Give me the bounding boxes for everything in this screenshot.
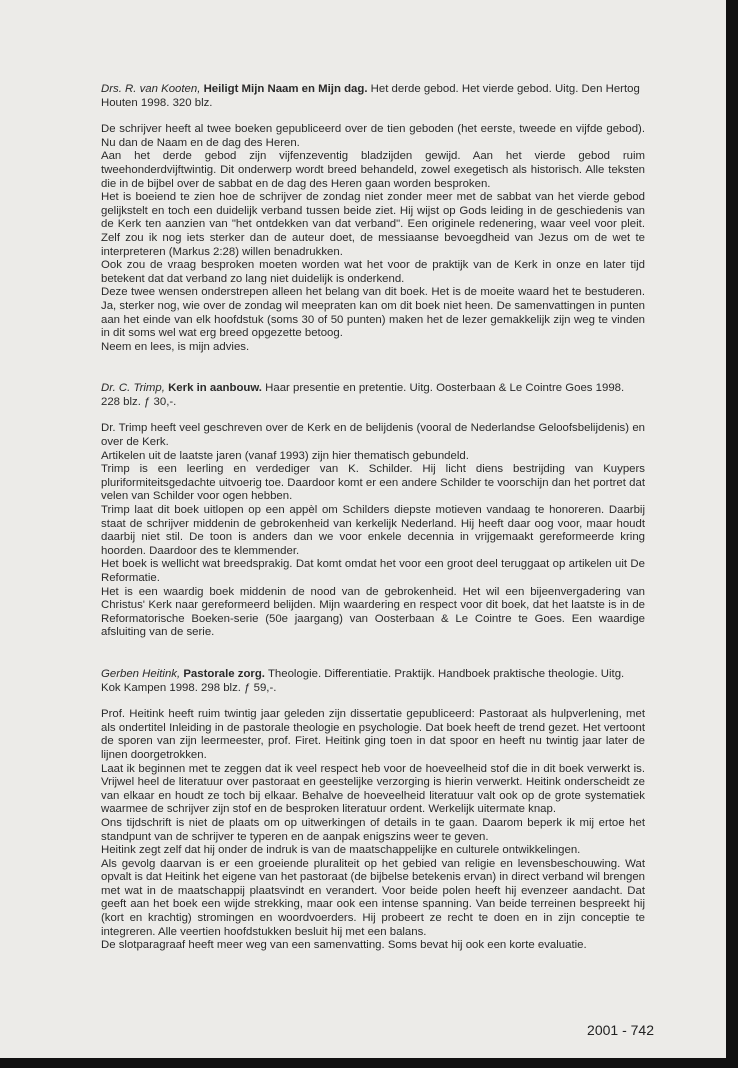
book-title: Pastorale zorg. (183, 667, 265, 680)
paragraph: Deze twee wensen onderstrepen alleen het belang van dit boek. Het is de moeite waard het te bestuderen. Ja, sterker nog, wie over de zondag wil meepraten kan om dit boek niet heen. De samenvattingen in punten aan het einde van elk hoofdstuk (soms 30 of 50 punten) maken het de lezer gemakkelijk zijn weg te vinden in dit soms wel wat erg breed opgezette betoog. (101, 286, 645, 340)
review-van-kooten (101, 83, 645, 354)
paragraph: Trimp laat dit boek uitlopen op een appèl om Schilders diepste motieven vandaag te honoreren. Daarbij staat de schrijver middenin de gebrokenheid van kerkelijk Nederland. Hij heeft daar oog voor, maar houdt daarbij niet stil. De toon is anders dan we voor enkele decennia in vrijgemaakt gereformeerde kring hoorden. Daardoor des te klemmender. (101, 504, 645, 557)
scan-edge-bottom (0, 1058, 738, 1068)
paragraph: De schrijver heeft al twee boeken gepubliceerd over de tien geboden (het eerste, tweede en vijfde gebod). Nu dan de Naam en de dag des Heren. (101, 123, 645, 149)
paragraph: Ook zou de vraag besproken moeten worden wat het voor de praktijk van de Kerk in onze en later tijd betekent dat dat verband zo lang niet duidelijk is onderkend. (101, 259, 645, 285)
book-title: Heiligt Mijn Naam en Mijn dag. (203, 83, 368, 95)
paragraph: Prof. Heitink heeft ruim twintig jaar geleden zijn dissertatie gepubliceerd: Pastoraat als hulpverlening, met als ondertitel Inleiding in de pastorale theologie en psychologie. Dat boek heeft de trend gezet. Het vertoont de sporen van zijn leermeester, prof. Firet. Heitink ging toen in dat spoor en heeft nu twintig jaar later de lijnen doorgetrokken. (101, 708, 645, 761)
paragraph: Het is boeiend te zien hoe de schrijver de zondag niet zonder meer met de sabbat van het vierde gebod gelijkstelt en toch een duidelijk verband tussen beide ziet. Hij wijst op Gods leiding in de geschiedenis van de Kerk ten aanzien van "het ontdekken van dat verband". Een originele redenering, waar veel voor pleit. Zelf zou ik nog iets sterker dan de auteur doet, de messiaanse bevoegdheid van Jezus om de wet te interpreteren (Markus 2:28) willen benadrukken. (101, 191, 645, 258)
citation (101, 668, 645, 695)
book-details: Haar presentie en pretentie. Uitg. Oosterbaan & Le Cointre Goes 1998. 228 blz. ƒ 30,-. (101, 382, 625, 408)
paragraph: Dr. Trimp heeft veel geschreven over de Kerk en de belijdenis (vooral de Nederlandse Geloofsbelijdenis) en over de Kerk. (101, 422, 645, 449)
author: Gerben Heitink, (101, 667, 181, 680)
paragraph: Ons tijdschrift is niet de plaats om op uitwerkingen of details in te gaan. Daarom beperk ik mij ertoe het standpunt van de schrijver te typeren en de aanpak enigszins weer te geven. (101, 816, 645, 843)
paragraph: Als gevolg daarvan is er een groeiende pluraliteit op het gebied van religie en levensbeschouwing. Wat opvalt is dat Heitink het eigene van het pastoraat (de bijbelse betekenis ervan) in direct verband wil brengen met wat in de maatschappij plaatsvindt en verandert. Voor beide polen heeft hij evenzeer aandacht. Dat geeft aan het boek een wijde strekking, maar ook een intense spanning. Van beide terreinen bespreekt hij (kort en krachtig) stromingen en woordvoerders. Hij probeert ze recht te doen en in zijn conceptie te integreren. Alle veertien hoofdstukken besluit hij met een balans. (101, 857, 645, 938)
review-heitink (101, 668, 645, 953)
scan-edge-right (726, 0, 738, 1068)
paragraph: Artikelen uit de laatste jaren (vanaf 1993) zijn hier thematisch gebundeld. (101, 449, 469, 462)
paragraph: Het boek is wellicht wat breedsprakig. Dat komt omdat het voor een groot deel teruggaat op artikelen uit De Reformatie. (101, 558, 645, 584)
book-title: Kerk in aanbouw. (168, 382, 262, 395)
review-trimp (101, 382, 645, 640)
book-details: Het derde gebod. Het vierde gebod. Uitg. Den Hertog Houten 1998. 320 blz. (101, 83, 640, 109)
citation (101, 83, 645, 110)
author: Dr. C. Trimp, (101, 382, 165, 395)
paragraph: Trimp is een leerling en verdediger van K. Schilder. Hij licht diens bestrijding van Kuypers pluriformiteitsgedachte uitvoerig toe. Daardoor komt er een andere Schilder te voorschijn dan het portret dat velen van Schilder voor ogen hebben. (101, 463, 645, 503)
paragraph: Aan het derde gebod zijn vijfenzeventig bladzijden gewijd. Aan het vierde gebod ruim tweehonderdvijftwintig. Dit onderwerp wordt breed behandeld, zowel exegetisch als historisch. Alle teksten die in de bijbel over de sabbat en de dag des Heren gaan worden besproken. (101, 150, 645, 190)
page-content (101, 83, 645, 981)
citation (101, 382, 645, 409)
book-details: Theologie. Differentiatie. Praktijk. Handboek praktische theologie. Uitg. Kok Kampen 1998. 298 blz. ƒ 59,-. (101, 667, 625, 694)
paragraph: De slotparagraaf heeft meer weg van een samenvatting. Soms bevat hij ook een korte evaluatie. (101, 939, 587, 952)
paragraph: Het is een waardig boek middenin de nood van de gebrokenheid. Het wil een bijeenvergadering van Christus' Kerk naar gereformeerd belijden. Mijn waardering en respect voor dit boek, dat het laatste is in de Reformatorische Boeken-serie (50e jaargang) van Oosterbaan & Le Cointre te Goes. Een waardige afsluiting van de serie. (101, 585, 645, 639)
page-number: 2001 - 742 (587, 1022, 654, 1038)
paragraph: Laat ik beginnen met te zeggen dat ik veel respect heb voor de hoeveelheid stof die in dit boek verwerkt is. Vrijwel heel de literatuur over pastoraat en geestelijke verzorging is hierin verwerkt. Heitink onderscheidt ze van elkaar en houdt ze toch bij elkaar. Behalve de hoeveelheid literatuur valt ook op de grote systematiek waarmee de schrijver zijn stof en de besproken literatuur ordent. Werkelijk uitermate knap. (101, 762, 645, 816)
paragraph: Neem en lees, is mijn advies. (101, 340, 250, 353)
author: Drs. R. van Kooten, (101, 83, 201, 95)
paragraph: Heitink zegt zelf dat hij onder de indruk is van de maatschappelijke en culturele ontwikkelingen. (101, 844, 581, 857)
